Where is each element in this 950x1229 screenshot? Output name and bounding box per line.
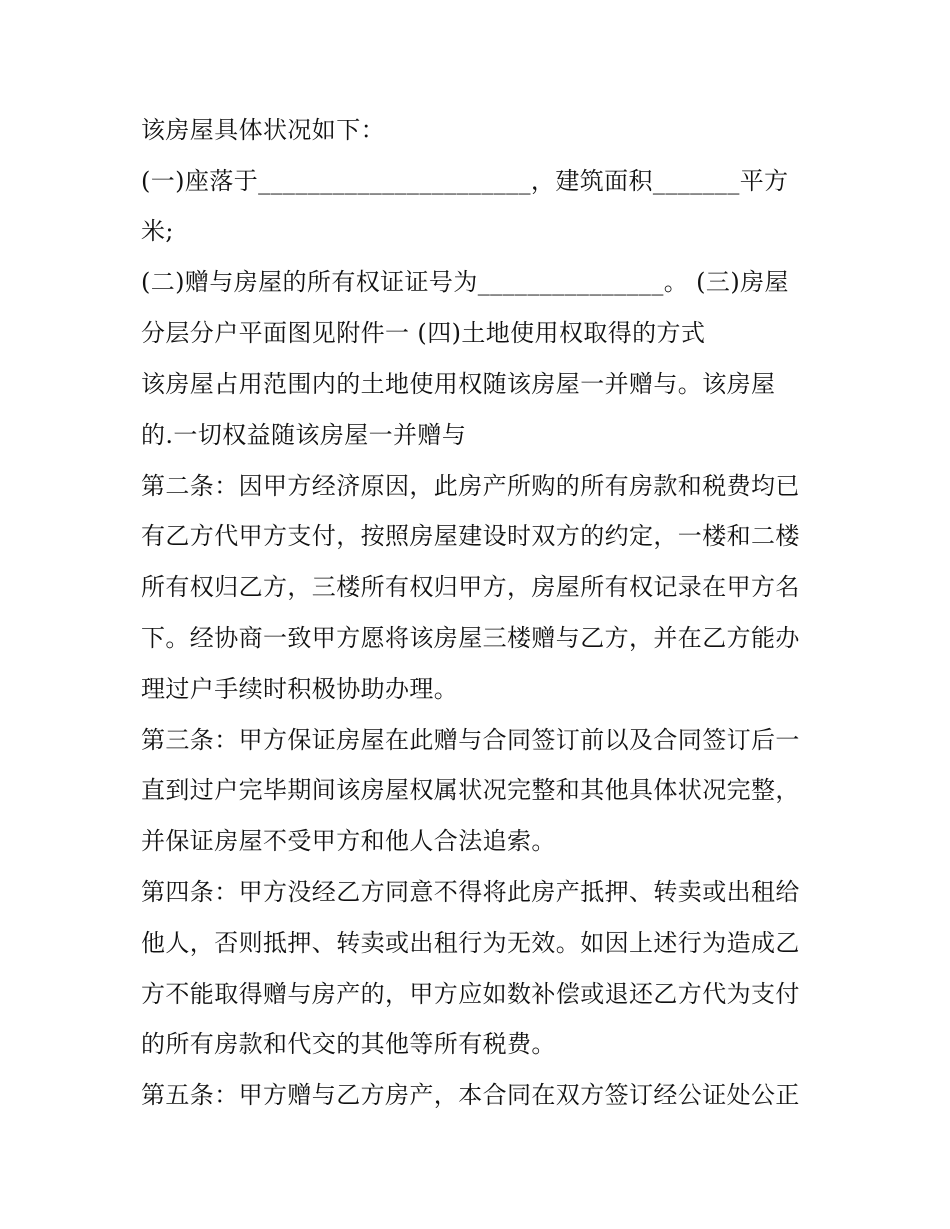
text-line: 第四条：甲方没经乙方同意不得将此房产抵押、转卖或出租给 (141, 878, 800, 906)
text-line: 他人，否则抵押、转卖或出租行为无效。如因上述行为造成乙 (141, 929, 800, 957)
text-line: 理过户手续时积极协助办理。 (141, 675, 459, 703)
text-line: (一)座落于______________________，建筑面积_______平方 (141, 167, 789, 195)
text-line: 所有权归乙方，三楼所有权归甲方，房屋所有权记录在甲方名 (141, 573, 800, 601)
text-line: (二)赠与房屋的所有权证证号为_______________。 (三)房屋 (141, 268, 789, 296)
text-line: 并保证房屋不受甲方和他人合法追索。 (141, 827, 556, 855)
text-line: 该房屋具体状况如下： (141, 116, 385, 144)
text-line: 第三条：甲方保证房屋在此赠与合同签订前以及合同签订后一 (141, 726, 800, 754)
text-line: 米; (141, 217, 174, 245)
text-line: 直到过户完毕期间该房屋权属状况完整和其他具体状况完整， (141, 776, 800, 804)
text-line: 的所有房款和代交的其他等所有税费。 (141, 1030, 556, 1058)
text-line: 方不能取得赠与房产的，甲方应如数补偿或退还乙方代为支付 (141, 980, 800, 1008)
text-line: 第五条：甲方赠与乙方房产，本合同在双方签订经公证处公正 (141, 1081, 800, 1109)
text-line: 有乙方代甲方支付，按照房屋建设时双方的约定，一楼和二楼 (141, 522, 800, 550)
text-line: 该房屋占用范围内的土地使用权随该房屋一并赠与。该房屋 (141, 370, 776, 398)
text-line: 分层分户平面图见附件一 (四)土地使用权取得的方式 (141, 319, 706, 347)
text-line: 第二条：因甲方经济原因，此房产所购的所有房款和税费均已 (141, 472, 800, 500)
text-line: 下。经协商一致甲方愿将该房屋三楼赠与乙方，并在乙方能办 (141, 624, 800, 652)
text-line: 的.一切权益随该房屋一并赠与 (141, 421, 467, 449)
